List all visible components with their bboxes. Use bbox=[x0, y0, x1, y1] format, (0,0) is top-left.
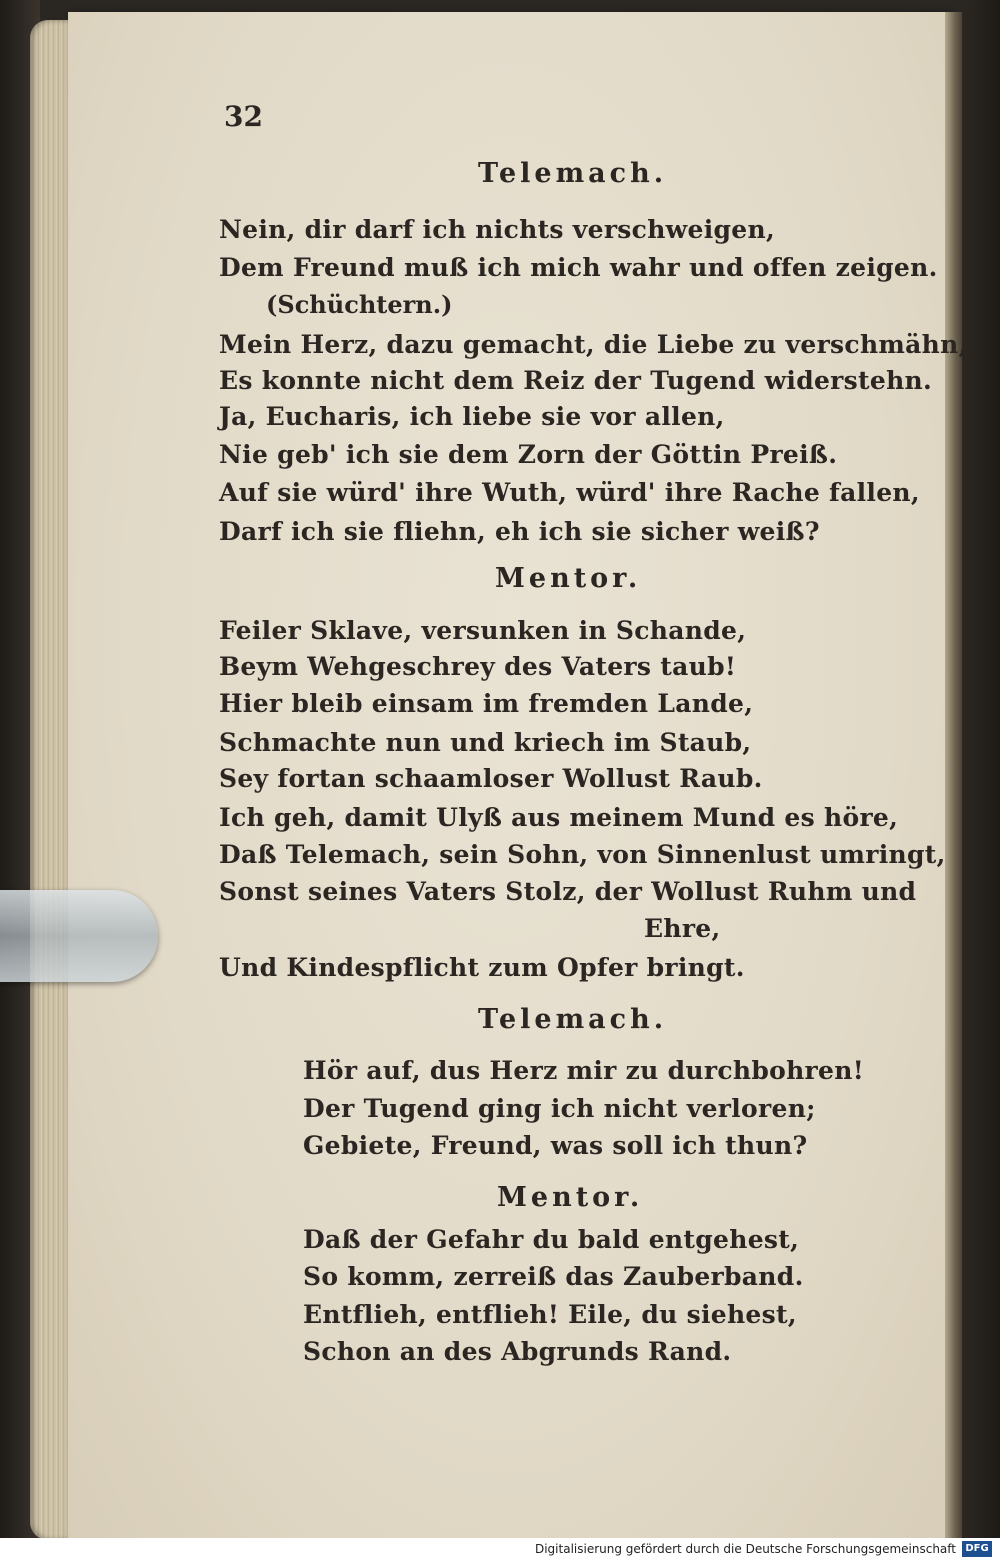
background-right bbox=[962, 0, 1000, 1562]
verse-line: Mein Herz, dazu gemacht, die Liebe zu verschmähn, bbox=[219, 330, 968, 359]
verse-line: So komm, zerreiß das Zauberband. bbox=[303, 1262, 804, 1291]
speaker-heading: Mentor. bbox=[495, 563, 642, 594]
glass-page-holder bbox=[0, 890, 158, 982]
funding-credit: Digitalisierung gefördert durch die Deutsche Forschungsgemeinschaft bbox=[534, 1542, 956, 1556]
verse-line: Daß der Gefahr du bald entgehest, bbox=[303, 1225, 800, 1254]
verse-line: Nie geb' ich sie dem Zorn der Göttin Preiß. bbox=[219, 440, 838, 469]
verse-line: Der Tugend ging ich nicht verloren; bbox=[303, 1094, 816, 1123]
verse-line: Daß Telemach, sein Sohn, von Sinnenlust umringt, bbox=[219, 840, 946, 869]
footer-bar bbox=[0, 1538, 1000, 1562]
verse-line: Ja, Eucharis, ich liebe sie vor allen, bbox=[219, 402, 725, 431]
verse-line: Entflieh, entflieh! Eile, du siehest, bbox=[303, 1300, 797, 1329]
verse-line: Gebiete, Freund, was soll ich thun? bbox=[303, 1131, 808, 1160]
verse-line: Ich geh, damit Ulyß aus meinem Mund es höre, bbox=[219, 803, 899, 832]
speaker-heading: Telemach. bbox=[478, 1004, 668, 1035]
verse-line: Es konnte nicht dem Reiz der Tugend widerstehn. bbox=[219, 366, 933, 395]
verse-line: Hör auf, dus Herz mir zu durchbohren! bbox=[303, 1056, 864, 1085]
page-number: 32 bbox=[224, 100, 263, 133]
verse-line: Und Kindespflicht zum Opfer bringt. bbox=[219, 953, 745, 982]
speaker-heading: Telemach. bbox=[478, 158, 668, 189]
verse-line: Sey fortan schaamloser Wollust Raub. bbox=[219, 764, 763, 793]
verse-line: Darf ich sie fliehn, eh ich sie sicher weiß? bbox=[219, 517, 820, 546]
verse-line: Schmachte nun und kriech im Staub, bbox=[219, 728, 752, 757]
verse-line: Hier bleib einsam im fremden Lande, bbox=[219, 689, 754, 718]
verse-line: Dem Freund muß ich mich wahr und offen zeigen. bbox=[219, 253, 938, 282]
verse-line: Auf sie würd' ihre Wuth, würd' ihre Rache fallen, bbox=[219, 478, 920, 507]
verse-line: Schon an des Abgrunds Rand. bbox=[303, 1337, 732, 1366]
verse-line: Sonst seines Vaters Stolz, der Wollust Ruhm und bbox=[219, 877, 917, 906]
verse-line: Nein, dir darf ich nichts verschweigen, bbox=[219, 215, 775, 244]
verse-line: Feiler Sklave, versunken in Schande, bbox=[219, 616, 747, 645]
stage-direction: (Schüchtern.) bbox=[266, 290, 453, 319]
verse-line: Beym Wehgeschrey des Vaters taub! bbox=[219, 652, 737, 681]
speaker-heading: Mentor. bbox=[497, 1182, 644, 1213]
verse-line-continuation: Ehre, bbox=[644, 914, 721, 943]
dfg-logo: DFG bbox=[962, 1541, 992, 1557]
